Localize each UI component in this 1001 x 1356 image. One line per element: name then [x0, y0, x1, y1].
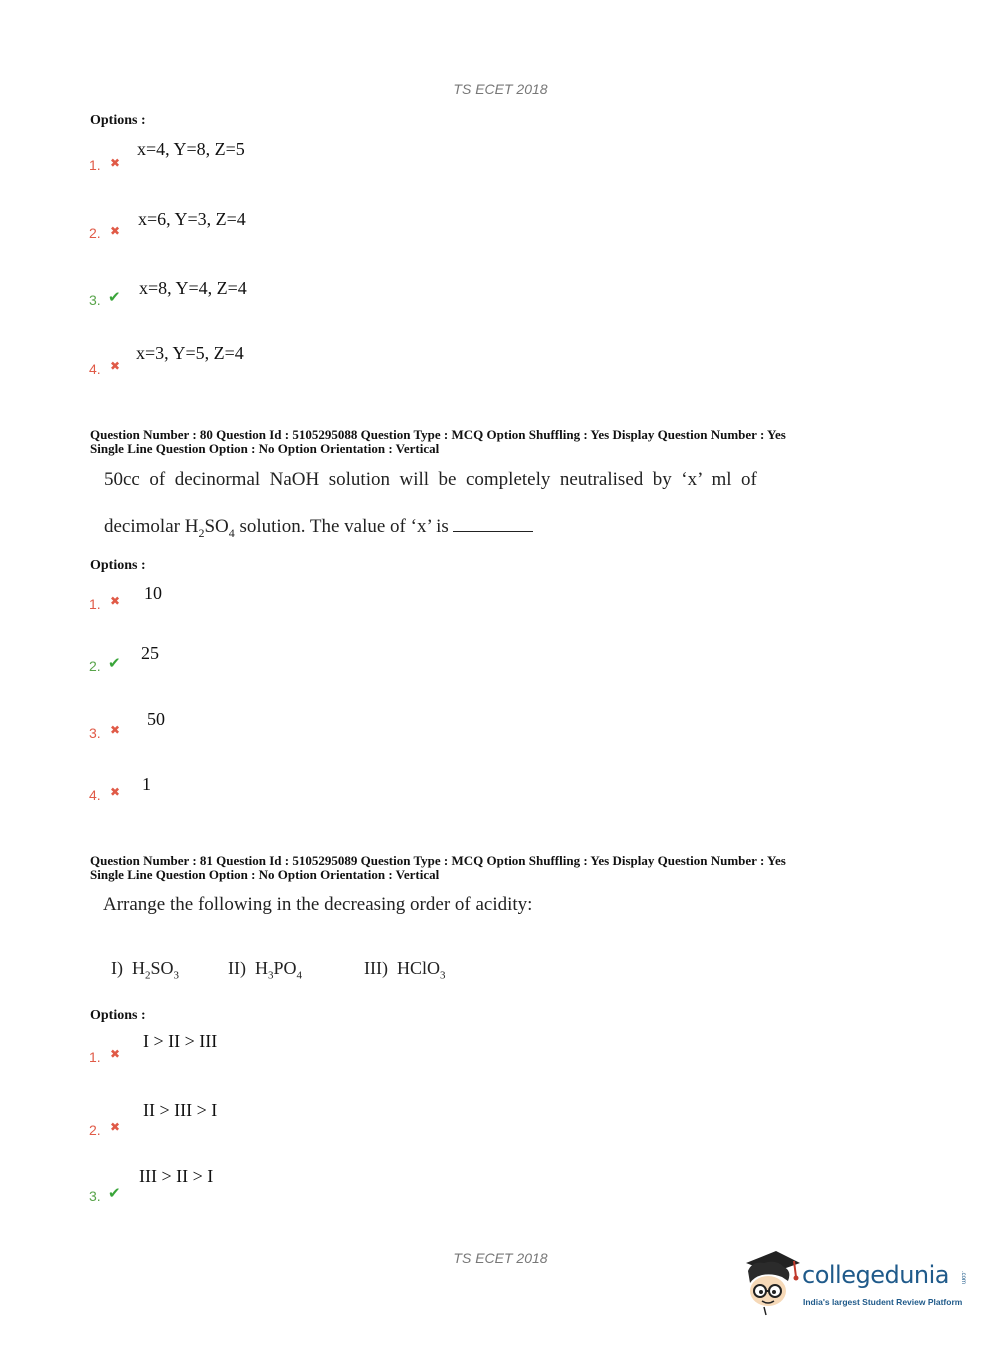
question-text: decimolar $H_2SO_4$ solution. The value of ‘x’ is: [104, 516, 533, 541]
option-number: 4.: [89, 361, 101, 377]
option-text: x=6, Y=3, Z=4: [138, 209, 246, 229]
options-label: Options :: [90, 1008, 146, 1023]
compound-2: II) $H_3PO_4$: [228, 958, 302, 982]
option-number: 2.: [89, 225, 101, 241]
option-number: 1.: [89, 1049, 101, 1065]
option-text: x=8, Y=4, Z=4: [139, 278, 247, 298]
option-number: 3.: [89, 725, 101, 741]
option-text: 1: [142, 774, 151, 794]
option-text: 50: [147, 709, 165, 729]
option-number: 2.: [89, 1122, 101, 1138]
wrong-icon: ✖: [110, 594, 121, 608]
collegedunia-logo[interactable]: [742, 1247, 972, 1317]
option-text: 25: [141, 643, 159, 663]
correct-check-icon: ✔: [108, 1184, 121, 1202]
question-text: 50cc of decinormal NaOH solution will be completely neutralised by ‘x’ ml of: [104, 469, 757, 490]
question-meta: Question Number : 80 Question Id : 5105295088 Question Type : MCQ Option Shuffling : Yes Display Question Number : Yes: [90, 427, 786, 442]
option-number: 3.: [89, 1188, 101, 1204]
options-label: Options :: [90, 558, 146, 573]
wrong-icon: ✖: [110, 785, 121, 799]
mascot-icon: [742, 1247, 802, 1317]
wrong-icon: ✖: [110, 723, 121, 737]
option-text: III > II > I: [139, 1166, 214, 1186]
wrong-icon: ✖: [110, 1047, 121, 1061]
compound-3: III) HClO$_3$: [364, 958, 446, 982]
page-header: TS ECET 2018: [453, 81, 548, 97]
option-text: I > II > III: [143, 1031, 218, 1051]
option-text: 10: [144, 583, 162, 603]
answer-blank: [453, 517, 533, 532]
option-text: II > III > I: [143, 1100, 218, 1120]
option-number: 1.: [89, 596, 101, 612]
logo-tagline: India's largest Student Review Platform: [803, 1297, 963, 1307]
page-footer: TS ECET 2018: [453, 1250, 548, 1266]
options-label: Options :: [90, 113, 146, 128]
option-number: 4.: [89, 787, 101, 803]
correct-check-icon: ✔: [108, 288, 121, 306]
logo-suffix: .com: [960, 1271, 966, 1285]
question-meta: Single Line Question Option : No Option Orientation : Vertical: [90, 867, 440, 882]
question-meta: Question Number : 81 Question Id : 5105295089 Question Type : MCQ Option Shuffling : Yes Display Question Number : Yes: [90, 853, 786, 868]
compound-1: I) $H_2SO_3$: [111, 958, 180, 982]
option-text: x=3, Y=5, Z=4: [136, 343, 244, 363]
option-number: 3.: [89, 292, 101, 308]
correct-check-icon: ✔: [108, 654, 121, 672]
question-meta: Single Line Question Option : No Option Orientation : Vertical: [90, 441, 440, 456]
wrong-icon: ✖: [110, 224, 121, 238]
question-text: Arrange the following in the decreasing order of acidity:: [103, 894, 533, 915]
wrong-icon: ✖: [110, 156, 121, 170]
wrong-icon: ✖: [110, 359, 121, 373]
logo-wordmark: collegedunia: [802, 1261, 950, 1289]
wrong-icon: ✖: [110, 1120, 121, 1134]
option-text: x=4, Y=8, Z=5: [137, 139, 245, 159]
option-number: 2.: [89, 658, 101, 674]
option-number: 1.: [89, 157, 101, 173]
